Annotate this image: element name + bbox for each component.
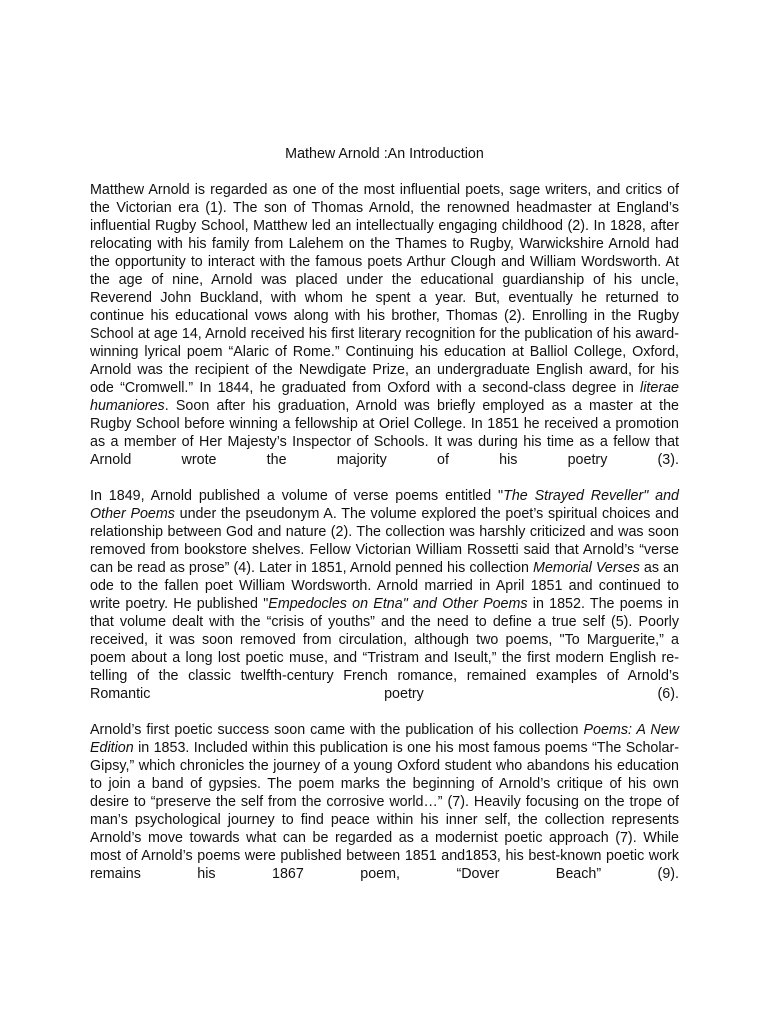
paragraph-text: Arnold’s first poetic success soon came with the publication of his collection — [90, 722, 584, 738]
document-page — [90, 145, 679, 901]
italic-title-text: Empedocles on Etna" and Other Poems — [268, 596, 528, 612]
paragraph-text: in 1852. The poems in that volume dealt with the “crisis of youths” and the need to define a true self (5). Poorly received, it was soon removed from circulation, although two poems, "To Marguerite,” a poem about a long lost poetic muse, and “Tristram and Iseult,” the first modern English re-telling of the classic twelfth-century French romance, remained examples of Arnold’s Romantic poetry (6). — [90, 596, 679, 702]
document-body — [90, 181, 679, 883]
paragraph-text: In 1849, Arnold published a volume of verse poems entitled " — [90, 488, 504, 504]
paragraph-text: in 1853. Included within this publication is one his most famous poems “The Scholar-Gipsy,” which chronicles the journey of a young Oxford student who abandons his education to join a band of gypsies. The poem marks the beginning of Arnold’s critique of his own desire to “preserve the self from the corrosive world…” (7). Heavily focusing on the trope of man’s psychological journey to find peace within his inner self, the collection represents Arnold’s move towards what can be regarded as a modernist poetic approach (7). While most of Arnold’s poems were published between 1851 and1853, his best-known poetic work remains his 1867 poem, “Dover Beach” (9). — [90, 740, 679, 882]
italic-title-text: Memorial Verses — [533, 560, 640, 576]
body-paragraph — [90, 487, 679, 703]
italic-title-text: Poems: A New Edition — [90, 722, 679, 756]
paragraph-text: under the pseudonym A. The volume explored the poet’s spiritual choices and relationship between God and nature (2). The collection was harshly criticized and was soon removed from bookstore shelves. Fellow Victorian William Rossetti said that Arnold’s “verse can be read as prose” (4). Later in 1851, Arnold penned his collection — [90, 506, 679, 576]
paragraph-text: . Soon after his graduation, Arnold was briefly employed as a master at the Rugby School before winning a fellowship at Oriel College. In 1851 he received a promotion as a member of Her Majesty’s Inspector of Schools. It was during his time as a fellow that Arnold wrote the majority of his poetry (3). — [90, 398, 679, 468]
italic-title-text: The Strayed Reveller" and Other Poems — [90, 488, 679, 522]
italic-title-text: literae humaniores — [90, 380, 679, 414]
body-paragraph — [90, 721, 679, 883]
paragraph-text: as an ode to the fallen poet William Wordsworth. Arnold married in April 1851 and continued to write poetry. He published " — [90, 560, 679, 612]
body-paragraph — [90, 181, 679, 469]
paragraph-text: Matthew Arnold is regarded as one of the most influential poets, sage writers, and critics of the Victorian era (1). The son of Thomas Arnold, the renowned headmaster at England’s influential Rugby School, Matthew led an intellectually engaging childhood (2). In 1828, after relocating with his family from Lalehem on the Thames to Rugby, Warwickshire Arnold had the opportunity to interact with the famous poets Arthur Clough and William Wordsworth. At the age of nine, Arnold was placed under the educational guardianship of his uncle, Reverend John Buckland, with whom he spent a year. But, eventually he returned to continue his educational vows along with his brother, Thomas (2). Enrolling in the Rugby School at age 14, Arnold received his first literary recognition for the publication of his award-winning lyrical poem “Alaric of Rome.” Continuing his education at Balliol College, Oxford, Arnold was the recipient of the Newdigate Prize, an undergraduate English award, for his ode “Cromwell.” In 1844, he graduated from Oxford with a second-class degree in — [90, 182, 679, 396]
document-title: Mathew Arnold :An Introduction — [285, 146, 484, 162]
